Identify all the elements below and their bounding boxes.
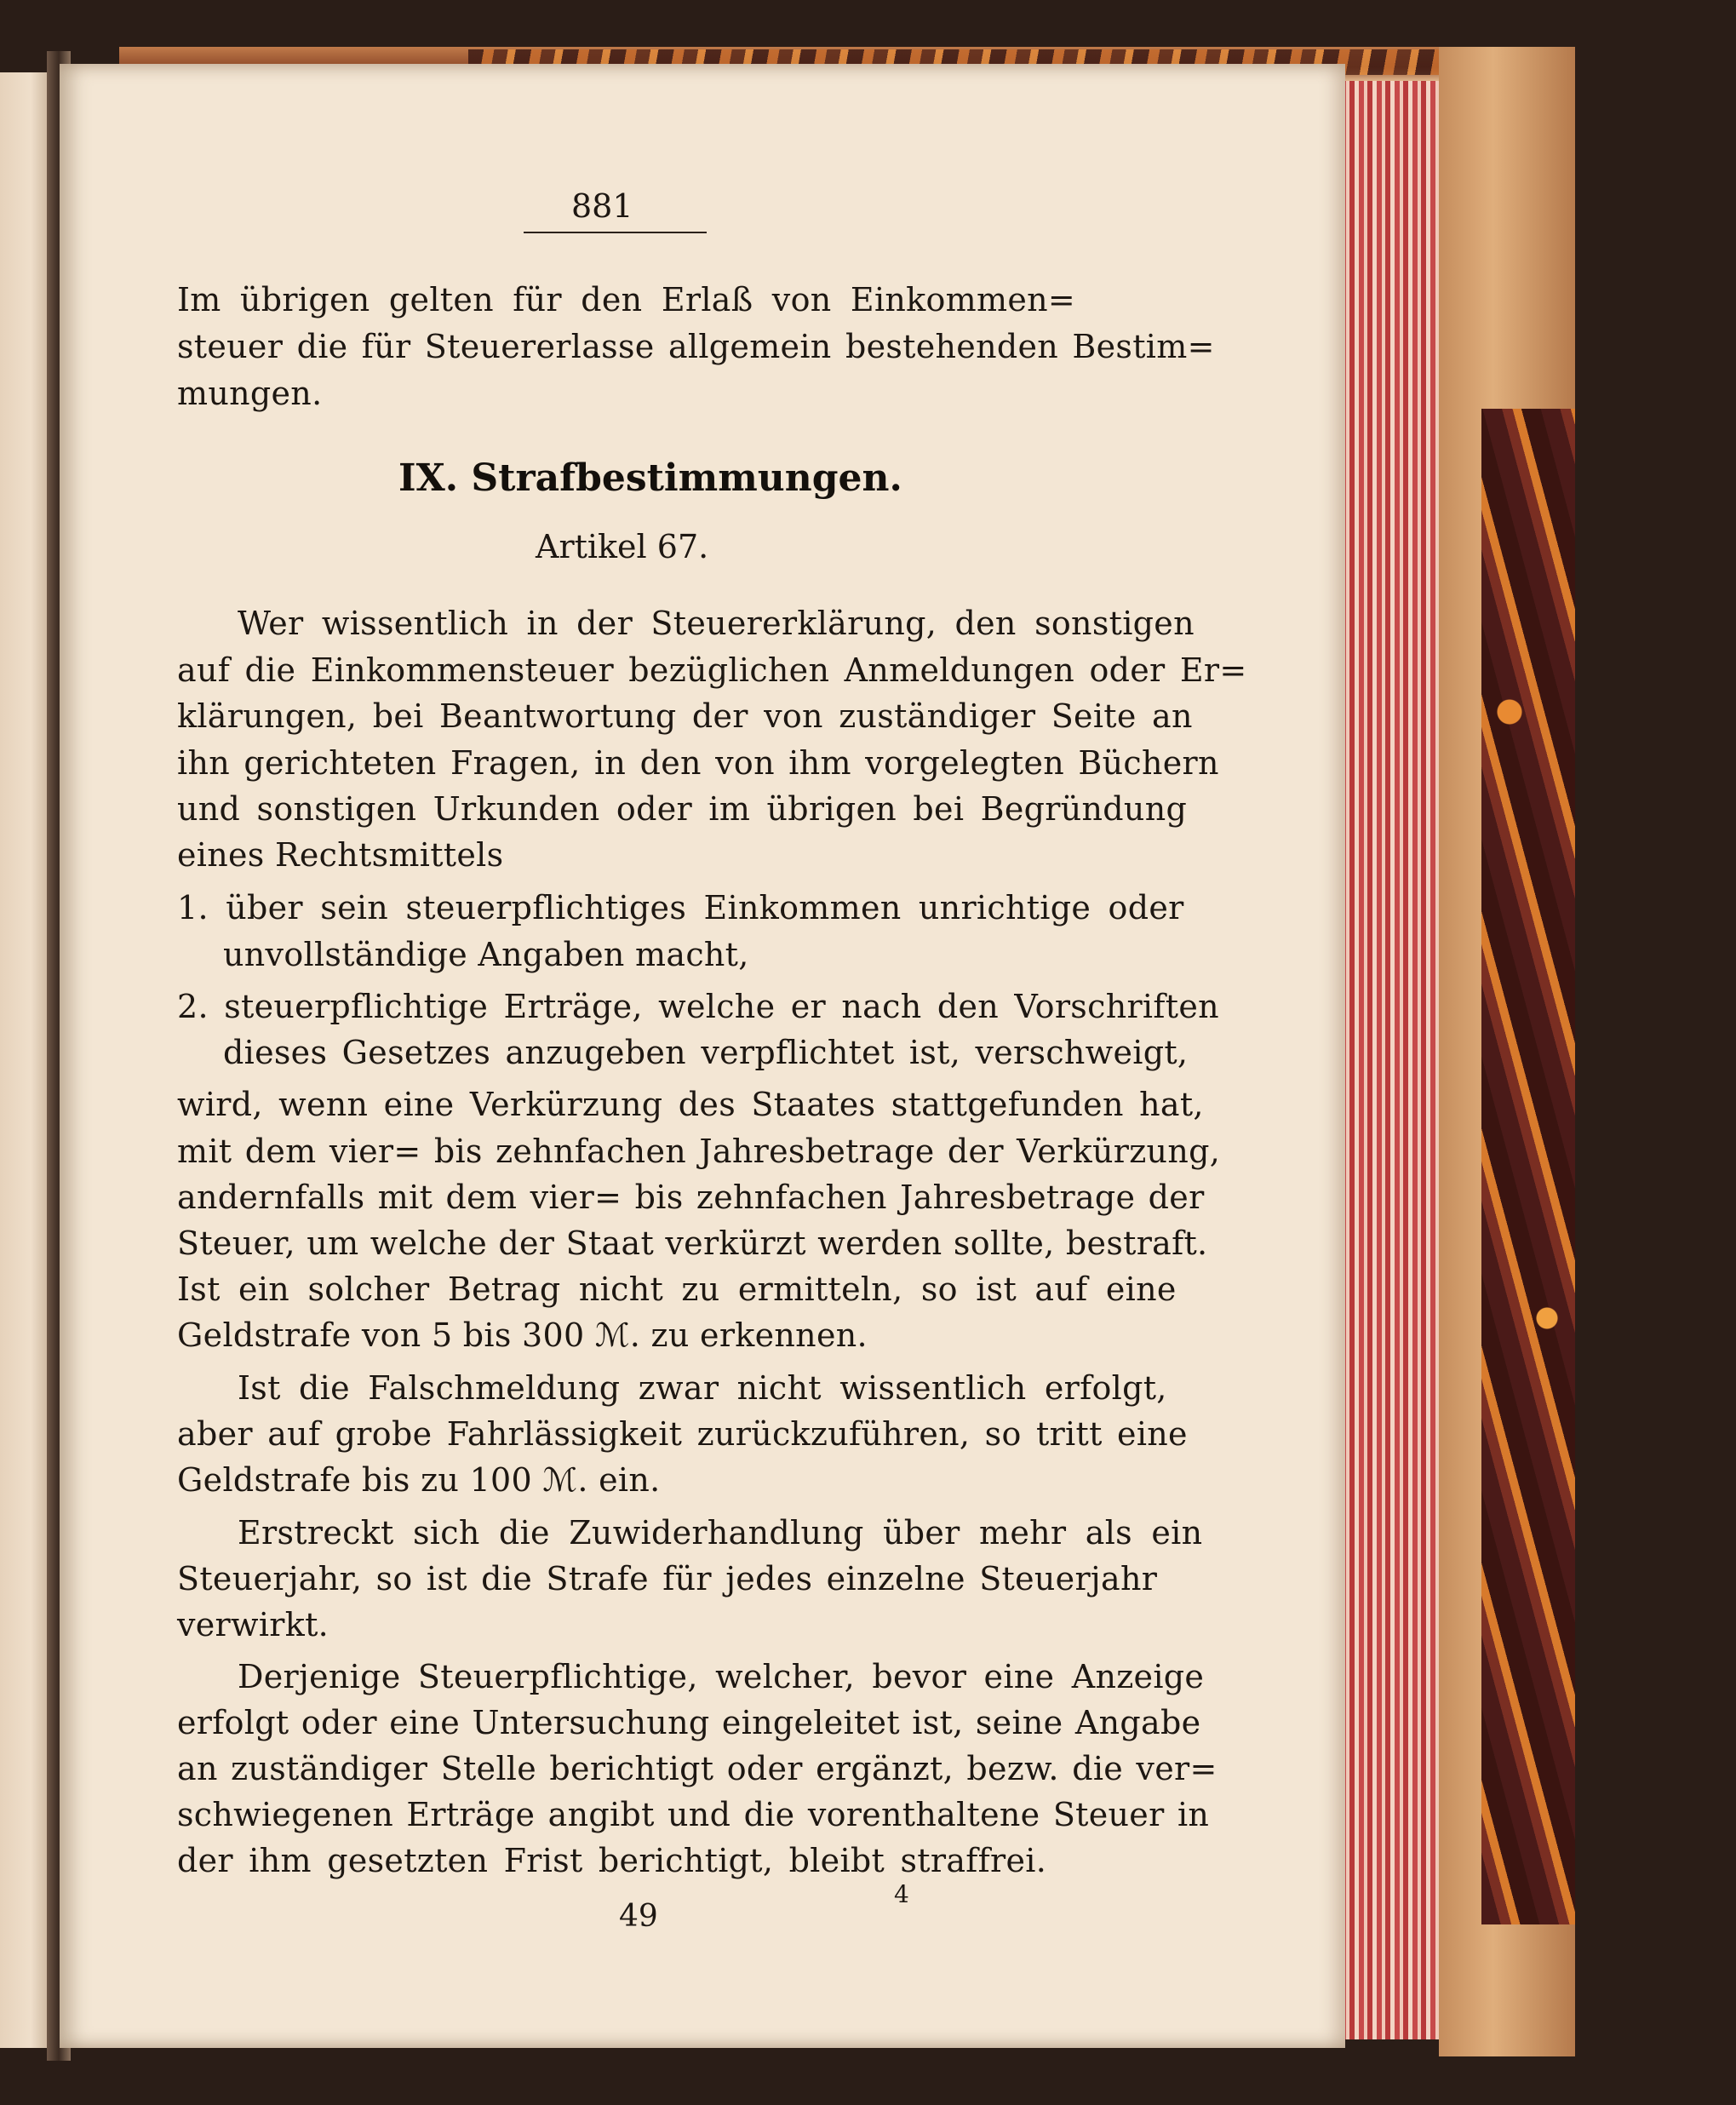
text-line: steuer die für Steuererlasse allgemein bestehenden Bestim= [177, 328, 1215, 365]
text-line: an zuständiger Stelle berichtigt oder ergänzt, bezw. die ver= [177, 1750, 1217, 1787]
list-item: 1. über sein steuerpflichtiges Einkommen unrichtige oder [177, 889, 1184, 926]
text-line: schwiegenen Erträge angibt und die vorenthaltene Steuer in [177, 1796, 1210, 1833]
sheet-signature: 49 [619, 1899, 658, 1934]
list-item-continuation: unvollständige Angaben macht, [223, 936, 749, 973]
signature-mark: 4 [894, 1880, 909, 1908]
text-line: mit dem vier= bis zehnfachen Jahresbetrage der Verkürzung, [177, 1133, 1221, 1170]
text-line: Derjenige Steuerpflichtige, welcher, bevor eine Anzeige [238, 1658, 1205, 1695]
text-line: eines Rechtsmittels [177, 836, 504, 874]
text-line: Erstreckt sich die Zuwiderhandlung über mehr als ein [238, 1514, 1203, 1552]
text-line: der ihm gesetzten Frist berichtigt, bleibt straffrei. [177, 1842, 1047, 1879]
text-line: Im übrigen gelten für den Erlaß von Einkommen= [177, 281, 1076, 318]
text-line: und sonstigen Urkunden oder im übrigen bei Begründung [177, 790, 1188, 828]
page-edges [1341, 81, 1439, 2039]
text-line: verwirkt. [177, 1606, 329, 1643]
text-line: mungen. [177, 375, 323, 412]
marbled-cover-right [1481, 409, 1575, 1924]
text-line: auf die Einkommensteuer bezüglichen Anmeldungen oder Er= [177, 651, 1247, 689]
list-item: 2. steuerpflichtige Erträge, welche er nach den Vorschriften [177, 988, 1219, 1025]
text-line: Ist ein solcher Betrag nicht zu ermitteln, so ist auf eine [177, 1270, 1177, 1308]
section-title: IX. Strafbestimmungen. [398, 456, 902, 500]
page-number: 881 [571, 187, 633, 225]
text-line: klärungen, bei Beantwortung der von zuständiger Seite an [177, 697, 1193, 735]
text-line: andernfalls mit dem vier= bis zehnfachen Jahresbetrage der [177, 1179, 1205, 1216]
text-line: Geldstrafe bis zu 100 ℳ. ein. [177, 1461, 661, 1499]
list-item-continuation: dieses Gesetzes anzugeben verpflichtet ist, verschweigt, [223, 1034, 1189, 1071]
text-line: ihn gerichteten Fragen, in den von ihm vorgelegten Büchern [177, 744, 1219, 782]
article-heading: Artikel 67. [536, 528, 709, 565]
text-line: Steuer, um welche der Staat verkürzt werden sollte, bestraft. [177, 1225, 1208, 1262]
text-line: wird, wenn eine Verkürzung des Staates stattgefunden hat, [177, 1086, 1204, 1123]
text-line: Wer wissentlich in der Steuererklärung, den sonstigen [238, 605, 1195, 642]
text-line: Steuerjahr, so ist die Strafe für jedes einzelne Steuerjahr [177, 1560, 1158, 1597]
left-page-edge [0, 72, 51, 2048]
header-rule [524, 232, 707, 233]
text-line: erfolgt oder eine Untersuchung eingeleitet ist, seine Angabe [177, 1704, 1201, 1741]
text-line: aber auf grobe Fahrlässigkeit zurückzuführen, so tritt eine [177, 1415, 1188, 1453]
text-line: Geldstrafe von 5 bis 300 ℳ. zu erkennen. [177, 1316, 868, 1354]
text-line: Ist die Falschmeldung zwar nicht wissentlich erfolgt, [238, 1369, 1167, 1407]
